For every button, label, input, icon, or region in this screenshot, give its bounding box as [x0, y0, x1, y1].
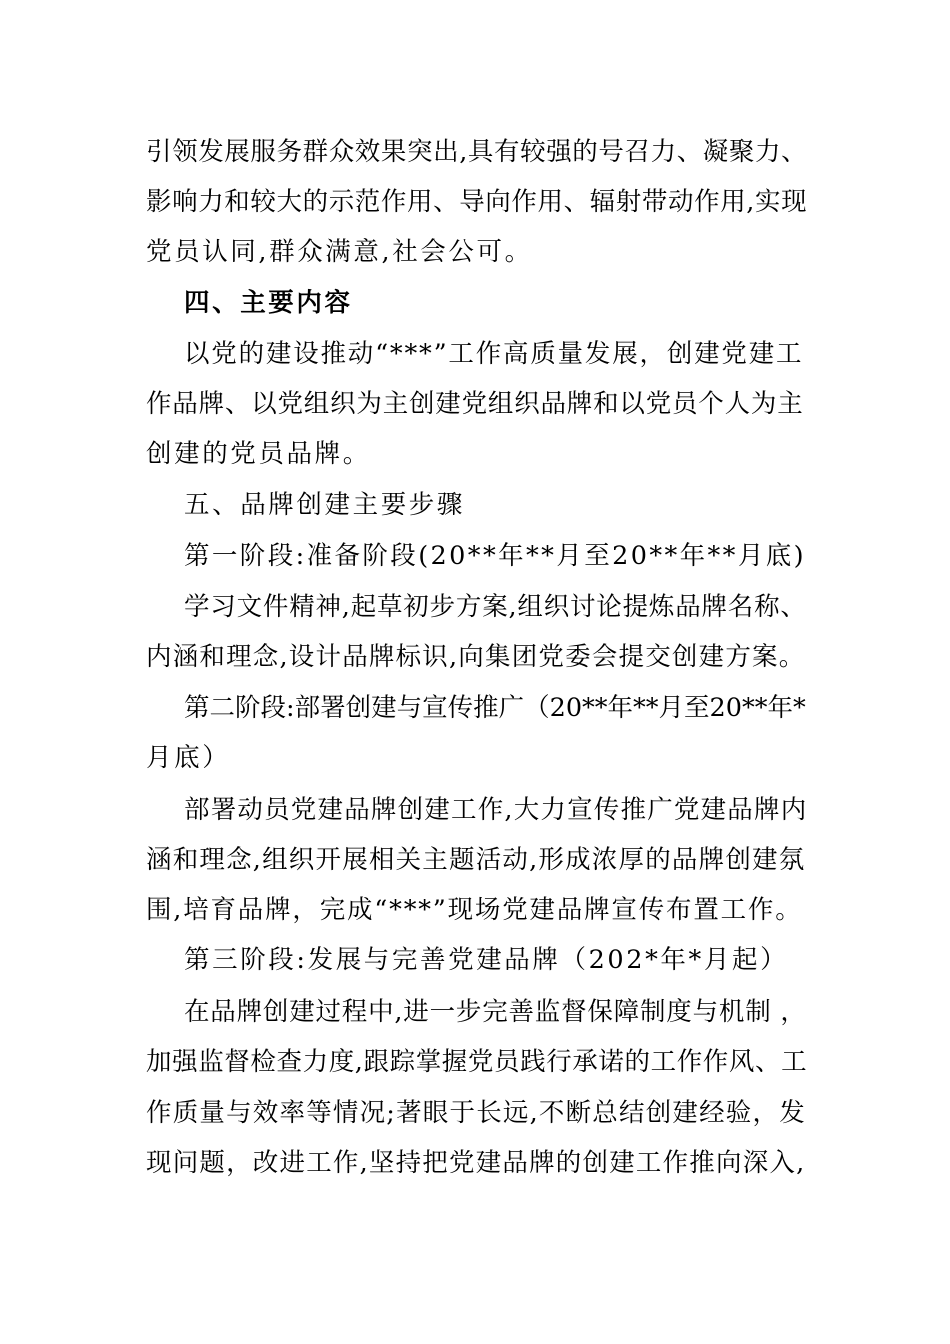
paragraph-line: 学习文件精神,起草初步方案,组织讨论提炼品牌名称、: [184, 592, 807, 622]
paragraph-line: 影响力和较大的示范作用、导向作用、辐射带动作用,实现: [146, 187, 808, 217]
paragraph-line: 以党的建设推动“***”工作高质量发展，创建党建工: [184, 339, 804, 369]
paragraph-line: 围,培育品牌，完成“***”现场党建品牌宣传布置工作。: [146, 895, 803, 925]
paragraph-line: 党员认同,群众满意,社会公可。: [146, 237, 533, 267]
paragraph-line: 作品牌、以党组织为主创建党组织品牌和以党员个人为主: [146, 389, 804, 419]
stage-heading-2: 第二阶段:部署创建与宣传推广（20**年**月至20**年*: [184, 693, 806, 723]
stage-heading-3: 第三阶段:发展与完善党建品牌（202*年*月起）: [184, 945, 789, 975]
paragraph-line: 创建的党员品牌。: [146, 439, 371, 469]
paragraph-line: 现问题，改进工作,坚持把党建品牌的创建工作推向深入,: [146, 1148, 806, 1178]
stage-heading-2-cont: 月底）: [146, 743, 231, 773]
section-heading-5: 五、品牌创建主要步骤: [184, 490, 466, 520]
paragraph-line: 加强监督检查力度,跟踪掌握党员践行承诺的工作作风、工: [146, 1047, 808, 1077]
paragraph-line: 部署动员党建品牌创建工作,大力宣传推广党建品牌内: [184, 795, 808, 825]
paragraph-line: 作质量与效率等情况;著眼于长远,不断总结创建经验，发: [146, 1098, 806, 1128]
paragraph-line: 引领发展服务群众效果突出,具有较强的号召力、凝聚力、: [146, 137, 808, 167]
paragraph-line: 内涵和理念,设计品牌标识,向集团党委会提交创建方案。: [146, 642, 806, 672]
stage-heading-1: 第一阶段:准备阶段(20**年**月至20**年**月底): [184, 541, 806, 571]
section-heading-4: 四、主要内容: [184, 288, 353, 318]
paragraph-line: 在品牌创建过程中,进一步完善监督保障制度与机制 ，: [184, 997, 807, 1027]
paragraph-line: 涵和理念,组织开展相关主题活动,形成浓厚的品牌创建氛: [146, 845, 806, 875]
